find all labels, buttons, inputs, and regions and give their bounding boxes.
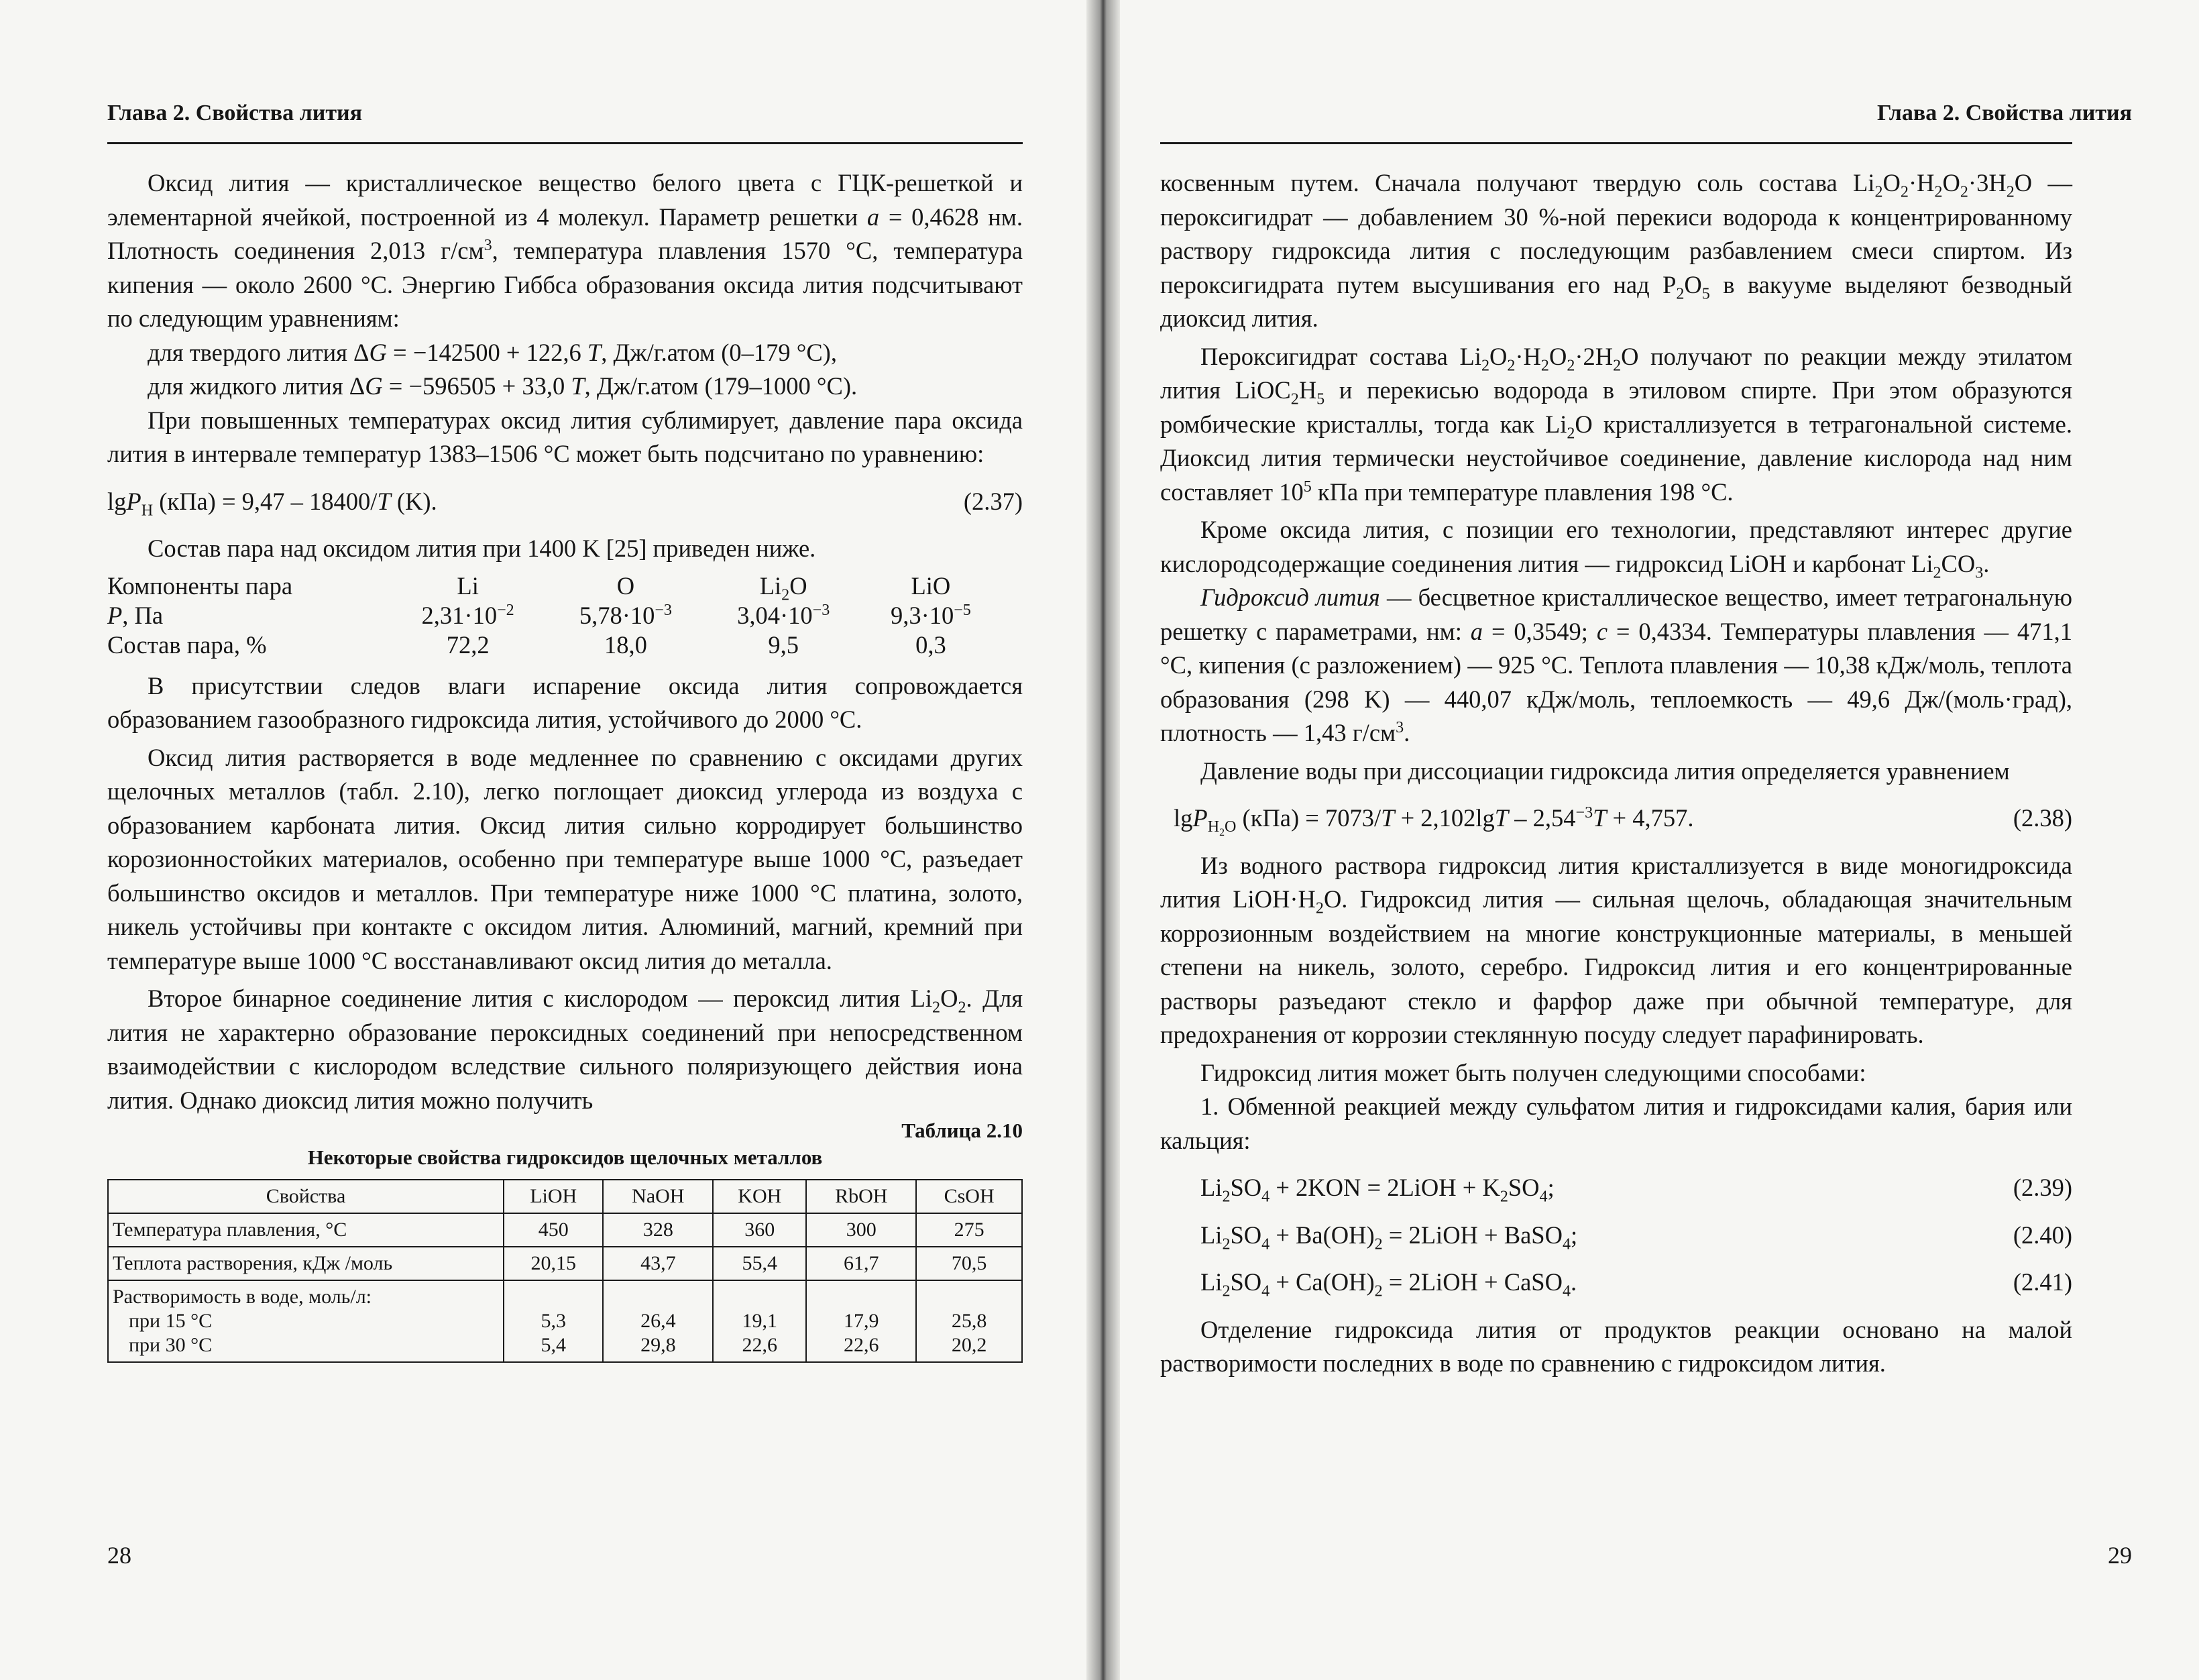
table-row: Растворимость в воде, моль/л: при 15 °С при 30 °С 5,3 5,4 26,4 29,8 19,1 22,6 17,9 22,6 25,8 20,2 [108, 1280, 1022, 1362]
hydroxides-table [107, 1179, 1023, 1363]
paragraph: Оксид лития — кристаллическое вещество белого цвета с ГЦК-решеткой и элементарной ячейкой, построенной из 4 молекул. Параметр решетки a = 0,4628 нм. Плотность соединения 2,013 $г/см^3$, температура плавления 1570 °С, температура кипения — около 2600 °С. Энергию Гиббса образования оксида лития подсчитывают по следующим уравнениям: [107, 169, 1023, 332]
paragraph: Второе бинарное соединение лития с кислородом — пероксид лития $Li_2O_2$. Для лития не характерно образование пероксидных соединений при непосредственном взаимодействии с кислородом вследствие сильного поляризующего действия иона лития. Однако диоксид лития можно получить [107, 985, 1023, 1114]
paragraph: Пероксигидрат состава $Li_2O_2\cdot H_2O_2\cdot 2H_2O$ получают по реакции между этилатом лития $LiOC_2H_5$ и перекисью водорода в этиловом спирте. При этом образуются ромбические кристаллы, тогда как $Li_2O$ кристаллизуется в тетрагональной системе. Диоксид лития термически неустойчивое соединение, давление кислорода над ним составляет $10^5$ кПа при температуре плавления 198 °С. [1160, 342, 2072, 506]
table-caption: Таблица 2.10 [901, 1119, 1023, 1142]
page-number: 29 [2108, 1542, 2132, 1569]
page-number: 28 [107, 1542, 131, 1569]
paragraph: 1. Обменной реакцией между сульфатом лития и гидроксидами калия, бария или кальция: [1160, 1093, 2072, 1154]
book-gutter [1086, 0, 1120, 1680]
paragraph: Гидроксид лития может быть получен следующими способами: [1200, 1058, 1866, 1086]
table-row: Состав пара, % 72,2 18,0 9,5 0,3 [107, 630, 946, 659]
equation-number: (2.37) [963, 487, 1023, 515]
equation-2-40: $Li_2SO_4 + Ba(OH)_2$ = 2LiOH + BaSO$_4$; (2.40) [1160, 1219, 2072, 1253]
paragraph: При повышенных температурах оксид лития сублимирует, давление пара оксида лития в интервале температур 1383–1506 °С может быть подсчитано по уравнению: [107, 406, 1023, 467]
equation-2-41: $Li_2SO_4 + Ca(OH)_2$ = 2LiOH + CaSO$_4$. (2.41) [1160, 1266, 2072, 1300]
page-body [107, 166, 1023, 1363]
table-header-row: Свойства LiOH NaOH KOH RbOH CsOH [108, 1180, 1022, 1213]
table-row: Температура плавления, °С 450 328 360 300 275 [108, 1213, 1022, 1247]
header-rule [107, 142, 1023, 144]
gibbs-solid-equation: для твердого лития ΔG = −142500 + 122,6 T, Дж/г.атом (0–179 °С), [148, 338, 837, 366]
vapor-composition-table [107, 571, 999, 660]
paragraph: Кроме оксида лития, с позиции его технологии, представляют интерес другие кислородсодержащие соединения лития — гидроксид LiOH и карбонат $Li_2CO_3$. [1160, 516, 2072, 581]
table-row: Компоненты пара Li O $Li_2O$ LiO [107, 571, 951, 604]
table-row: P, Па $2,31\cdot 10^{-2}$ $5,78\cdot 10^{-3}$ $3,04\cdot 10^{-3}$ $9,3\cdot 10^{-5}$ [107, 601, 971, 629]
equation-number: (2.39) [2013, 1174, 2072, 1201]
right-page [1107, 0, 2199, 1680]
header-rule [1160, 142, 2072, 144]
equation-2-38: lgP$_{H_2O}$ $(кПа) = 7073/T + 2,102\lg T - 2,54^{-3}T + 4,757$. (2.38) [1160, 801, 2072, 836]
table-title: Некоторые свойства гидроксидов щелочных металлов [307, 1145, 823, 1169]
paragraph: Отделение гидроксида лития от продуктов реакции основано на малой растворимости последних в воде по сравнению с гидроксидом лития. [1160, 1315, 2072, 1377]
paragraph: Гидроксид лития — бесцветное кристаллическое вещество, имеет тетрагональную решетку с параметрами, нм: a = 0,3549; c = 0,4334. Температуры плавления — 471,1 °С, кипения (с разложением) — 925 °С. Теплота плавления — 10,38 кДж/моль, теплота образования (298 K) — 440,07 кДж/моль, теплоемкость — 49,6 Дж/(моль·град), плотность — 1,43 $г/см^3$. [1160, 583, 2072, 746]
gibbs-liquid-equation: для жидкого лития ΔG = −596505 + 33,0 T, Дж/г.атом (179–1000 °С). [148, 372, 858, 400]
paragraph: Оксид лития растворяется в воде медленнее по сравнению с оксидами других щелочных металлов (табл. 2.10), легко поглощает диоксид углерода из воздуха с образованием карбоната лития. Оксид лития сильно корродирует большинство корозионностойких материалов, особенно при температуре выше 1000 °С, разъедает большинство оксидов и металлов. При температуре ниже 1000 °С платина, золото, никель устойчивы при контакте с оксидом лития. Алюминий, магний, кремний при температуре выше 1000 °С восстанавливают оксид лития до металла. [107, 743, 1023, 974]
paragraph: Давление воды при диссоциации гидроксида лития определяется уравнением [1200, 757, 2010, 785]
equation-2-37: lgP$_H$ (кПа) = 9,47 – 18400/T (K). (2.37) [107, 485, 1023, 519]
paragraph: Состав пара над оксидом лития при 1400 K [25] приведен ниже. [148, 535, 816, 562]
paragraph: косвенным путем. Сначала получают твердую соль состава $Li_2O_2\cdot H_2O_2\cdot 3H_2O$ — пероксигидрат — добавлением 30 %-ной перекиси водорода к концентрированному раствору гидроксида лития с последующим разбавлением смеси спиртом. Из пероксигидрата путем высушивания его над $P_2O_5$ в вакууме выделяют безводный диоксид лития. [1160, 169, 2072, 332]
table-row: Теплота растворения, кДж /моль 20,15 43,7 55,4 61,7 70,5 [108, 1247, 1022, 1280]
equation-2-39: $Li_2SO_4 + 2KON$ = 2LiOH + $K_2SO_4$; (2.39) [1160, 1171, 2072, 1205]
equation-number: (2.40) [2013, 1221, 2072, 1249]
page-body [1160, 166, 2072, 1381]
running-header: Глава 2. Свойства лития [1876, 101, 2132, 125]
running-header: Глава 2. Свойства лития [107, 101, 363, 125]
paragraph: В присутствии следов влаги испарение оксида лития сопровождается образованием газообразного гидроксида лития, устойчивого до 2000 °С. [107, 671, 1023, 733]
equation-number: (2.38) [2013, 804, 2072, 832]
equation-number: (2.41) [2013, 1268, 2072, 1296]
paragraph: Из водного раствора гидроксид лития кристаллизуется в виде моногидроксида лития $LiOH\cdot H_2O$. Гидроксид лития — сильная щелочь, обладающая значительным коррозионным воздействием на многие конструкционные материалы, в меньшей степени на никель, золото, серебро. Гидроксид лития и его концентрированные растворы разъедают стекло и фарфор даже при обычной температуре, для предохранения от коррозии стеклянную посуду следует парафинировать. [1160, 851, 2072, 1048]
